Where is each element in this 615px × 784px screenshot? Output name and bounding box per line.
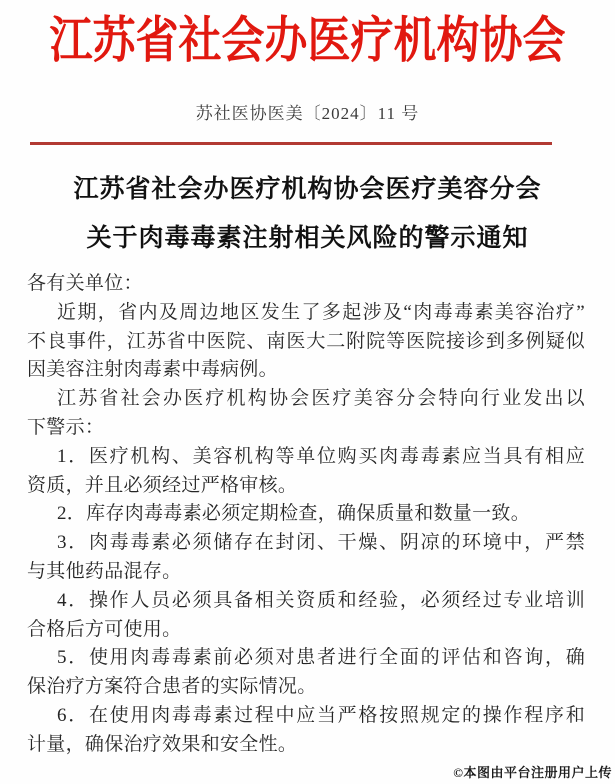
body-line: 资质，并且必须经过严格审核。	[27, 474, 298, 496]
body-line: 下警示：	[27, 416, 105, 438]
notice-title-line1: 江苏省社会办医疗机构协会医疗美容分会	[73, 176, 542, 203]
body-line: 2．库存肉毒毒素必须定期检查，确保质量和数量一致。	[57, 503, 531, 525]
body-line: 合格后方可使用。	[27, 618, 182, 640]
notice-title-line2: 关于肉毒毒素注射相关风险的警示通知	[86, 225, 529, 252]
body-line: 与其他药品混存。	[27, 560, 182, 582]
body-line: 3．肉毒毒素必须储存在封闭、干燥、阴凉的环境中，严禁	[57, 532, 585, 554]
doc-number: 苏社医协医美〔2024〕11 号	[195, 104, 420, 123]
notice-body	[27, 270, 585, 760]
watermark-text: ©本图由平台注册用户上传	[453, 765, 612, 780]
body-line: 4．操作人员必须具备相关资质和经验，必须经过专业培训	[57, 589, 585, 611]
body-line: 江苏省社会办医疗机构协会医疗美容分会特向行业发出以	[57, 388, 585, 410]
body-line: 1．医疗机构、美容机构等单位购买肉毒毒素应当具有相应	[57, 445, 585, 467]
body-line: 因美容注射肉毒素中毒病例。	[27, 359, 278, 381]
body-line: 各有关单位：	[27, 273, 143, 294]
body-line: 不良事件，江苏省中医院、南医大二附院等医院接诊到多例疑似	[27, 330, 585, 352]
body-line: 计量，确保治疗效果和安全性。	[27, 733, 298, 755]
body-line: 保治疗方案符合患者的实际情况。	[27, 676, 317, 698]
body-line: 5．使用肉毒毒素前必须对患者进行全面的评估和咨询，确	[57, 647, 585, 669]
body-line: 6．在使用肉毒毒素过程中应当严格按照规定的操作程序和	[57, 704, 585, 726]
red-divider-line	[30, 142, 552, 145]
org-title: 江苏省社会办医疗机构协会	[49, 14, 566, 69]
body-line: 近期，省内及周边地区发生了多起涉及“肉毒毒素美容治疗”	[57, 301, 585, 323]
